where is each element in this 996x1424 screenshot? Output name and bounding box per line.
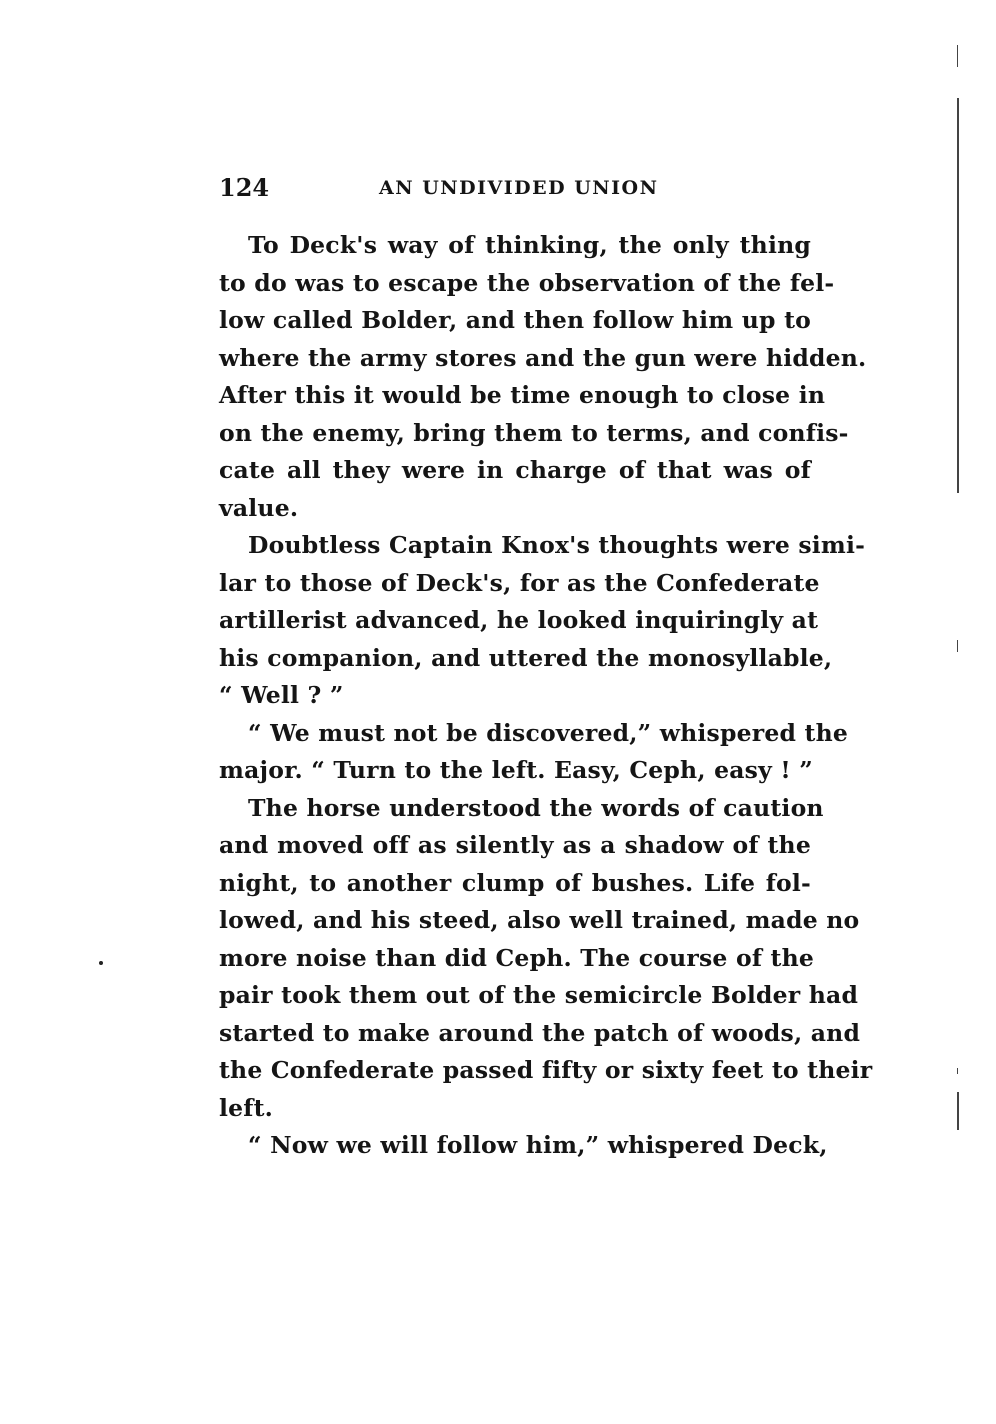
paragraph-5	[219, 1127, 828, 1165]
text-line: started to make around the patch of woods, and	[219, 1018, 861, 1047]
page-number: 124	[219, 173, 270, 202]
binding-edge-mark-upper	[957, 98, 959, 493]
text-line: lowed, and his steed, also well trained, made no	[219, 906, 860, 934]
text-line: low called Bolder, and then follow him up to	[219, 306, 811, 334]
stray-ink-dot	[99, 961, 103, 965]
text-line: artillerist advanced, he looked inquiringly at	[219, 606, 819, 634]
text-line: cate all they were in charge of that was of	[219, 456, 811, 484]
body-text	[219, 227, 873, 1165]
binding-edge-mark-lower	[957, 1068, 958, 1074]
text-line: night, to another clump of bushes. Life fol-	[219, 868, 811, 897]
running-head: AN UNDIVIDED UNION	[379, 177, 659, 199]
text-line: The horse understood the words of caution	[248, 793, 824, 822]
text-line: the Confederate passed fifty or sixty feet to their	[219, 1056, 873, 1084]
text-line: lar to those of Deck's, for as the Confederate	[219, 568, 820, 597]
text-line: “ Now we will follow him,” whispered Deck,	[248, 1131, 828, 1159]
text-line: value.	[219, 493, 299, 522]
text-line: more noise than did Ceph. The course of the	[219, 943, 815, 972]
text-line: to do was to escape the observation of the fel-	[219, 268, 835, 297]
text-line: major. “ Turn to the left. Easy, Ceph, easy ! ”	[219, 756, 813, 784]
binding-edge-mark-bottom	[957, 1092, 959, 1130]
text-line: where the army stores and the gun were hidden.	[219, 343, 867, 372]
text-line: Doubtless Captain Knox's thoughts were simi-	[248, 531, 866, 559]
binding-edge-mark-top	[957, 45, 958, 67]
text-line: and moved off as silently as a shadow of the	[219, 831, 811, 859]
paragraph-2	[219, 527, 866, 715]
text-line: After this it would be time enough to close in	[219, 381, 826, 409]
paragraph-4	[219, 790, 873, 1128]
text-line: left.	[219, 1093, 274, 1122]
text-line: his companion, and uttered the monosyllable,	[219, 643, 833, 672]
text-line: pair took them out of the semicircle Bolder had	[219, 981, 859, 1009]
paragraph-1	[219, 227, 867, 527]
paragraph-3	[219, 715, 849, 790]
text-line: on the enemy, bring them to terms, and confis-	[219, 418, 849, 447]
page-header	[219, 170, 811, 206]
text-line: “ Well ? ”	[219, 681, 344, 709]
binding-edge-mark-middle	[957, 640, 958, 652]
text-line: “ We must not be discovered,” whispered the	[248, 718, 849, 747]
text-line: To Deck's way of thinking, the only thing	[248, 231, 811, 259]
